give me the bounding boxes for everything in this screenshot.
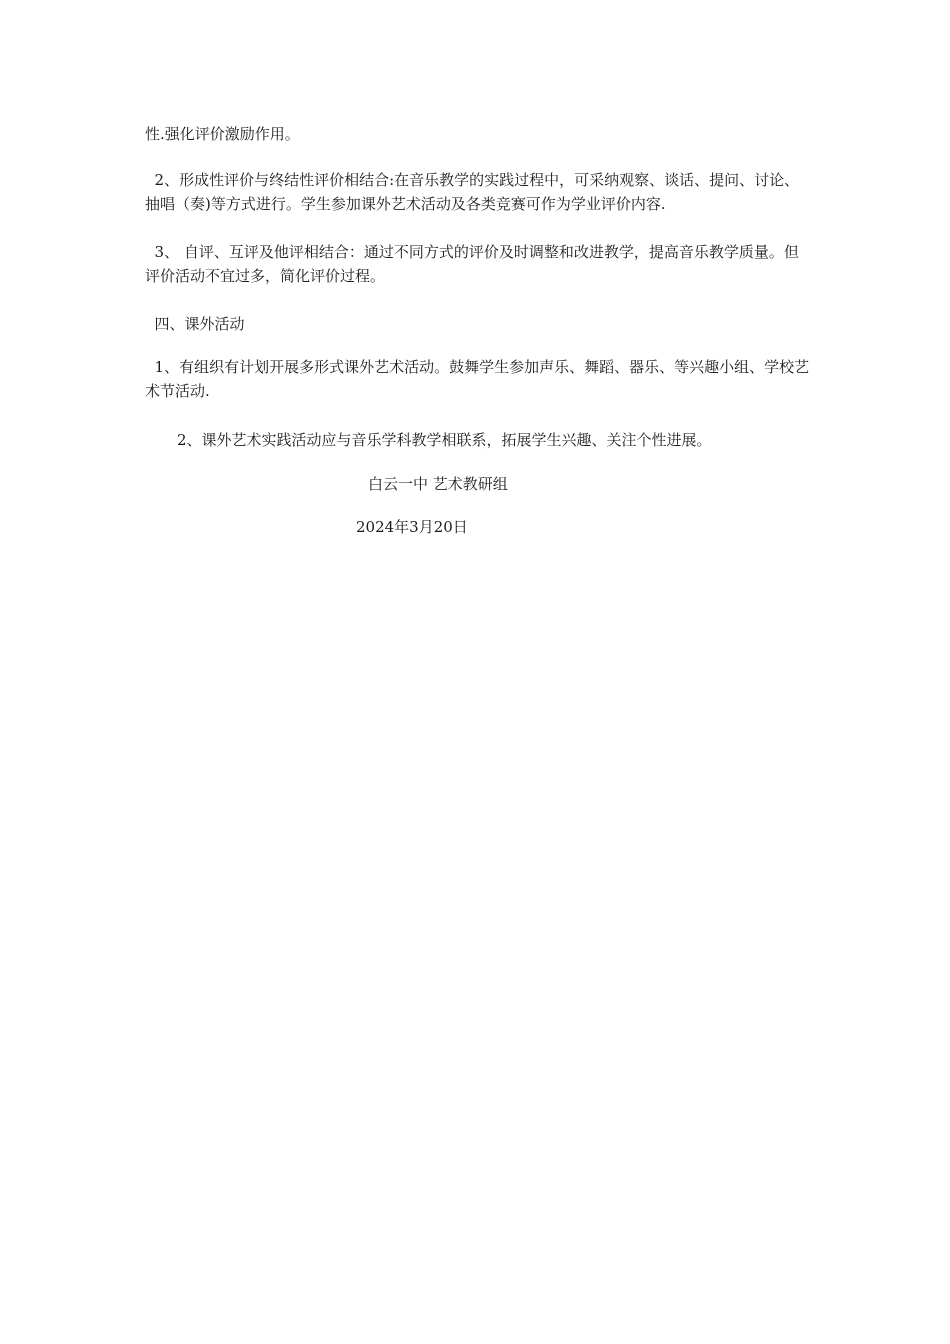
- paragraph-4: 1、有组织有计划开展多形式课外艺术活动。鼓舞学生参加声乐、舞蹈、器乐、等兴趣小组、学校艺术节活动.: [145, 358, 810, 400]
- section-heading: 四、课外活动: [145, 315, 245, 333]
- paragraph-5: 2、课外艺术实践活动应与音乐学科教学相联系，拓展学生兴趣、关注个性进展。: [177, 431, 712, 449]
- paragraph-1: 性.强化评价激励作用。: [145, 125, 300, 143]
- paragraph-2: 2、形成性评价与终结性评价相结合:在音乐教学的实践过程中，可采纳观察、谈话、提问、讨论、抽唱（奏)等方式进行。学生参加课外艺术活动及各类竞赛可作为学业评价内容.: [145, 171, 800, 213]
- signature-org: 白云一中 艺术教研组: [368, 475, 508, 493]
- paragraph-3: 3、 自评、互评及他评相结合：通过不同方式的评价及时调整和改进教学，提高音乐教学质量。但评价活动不宜过多，简化评价过程。: [145, 243, 799, 285]
- signature-date: 2024年3月20日: [356, 518, 468, 536]
